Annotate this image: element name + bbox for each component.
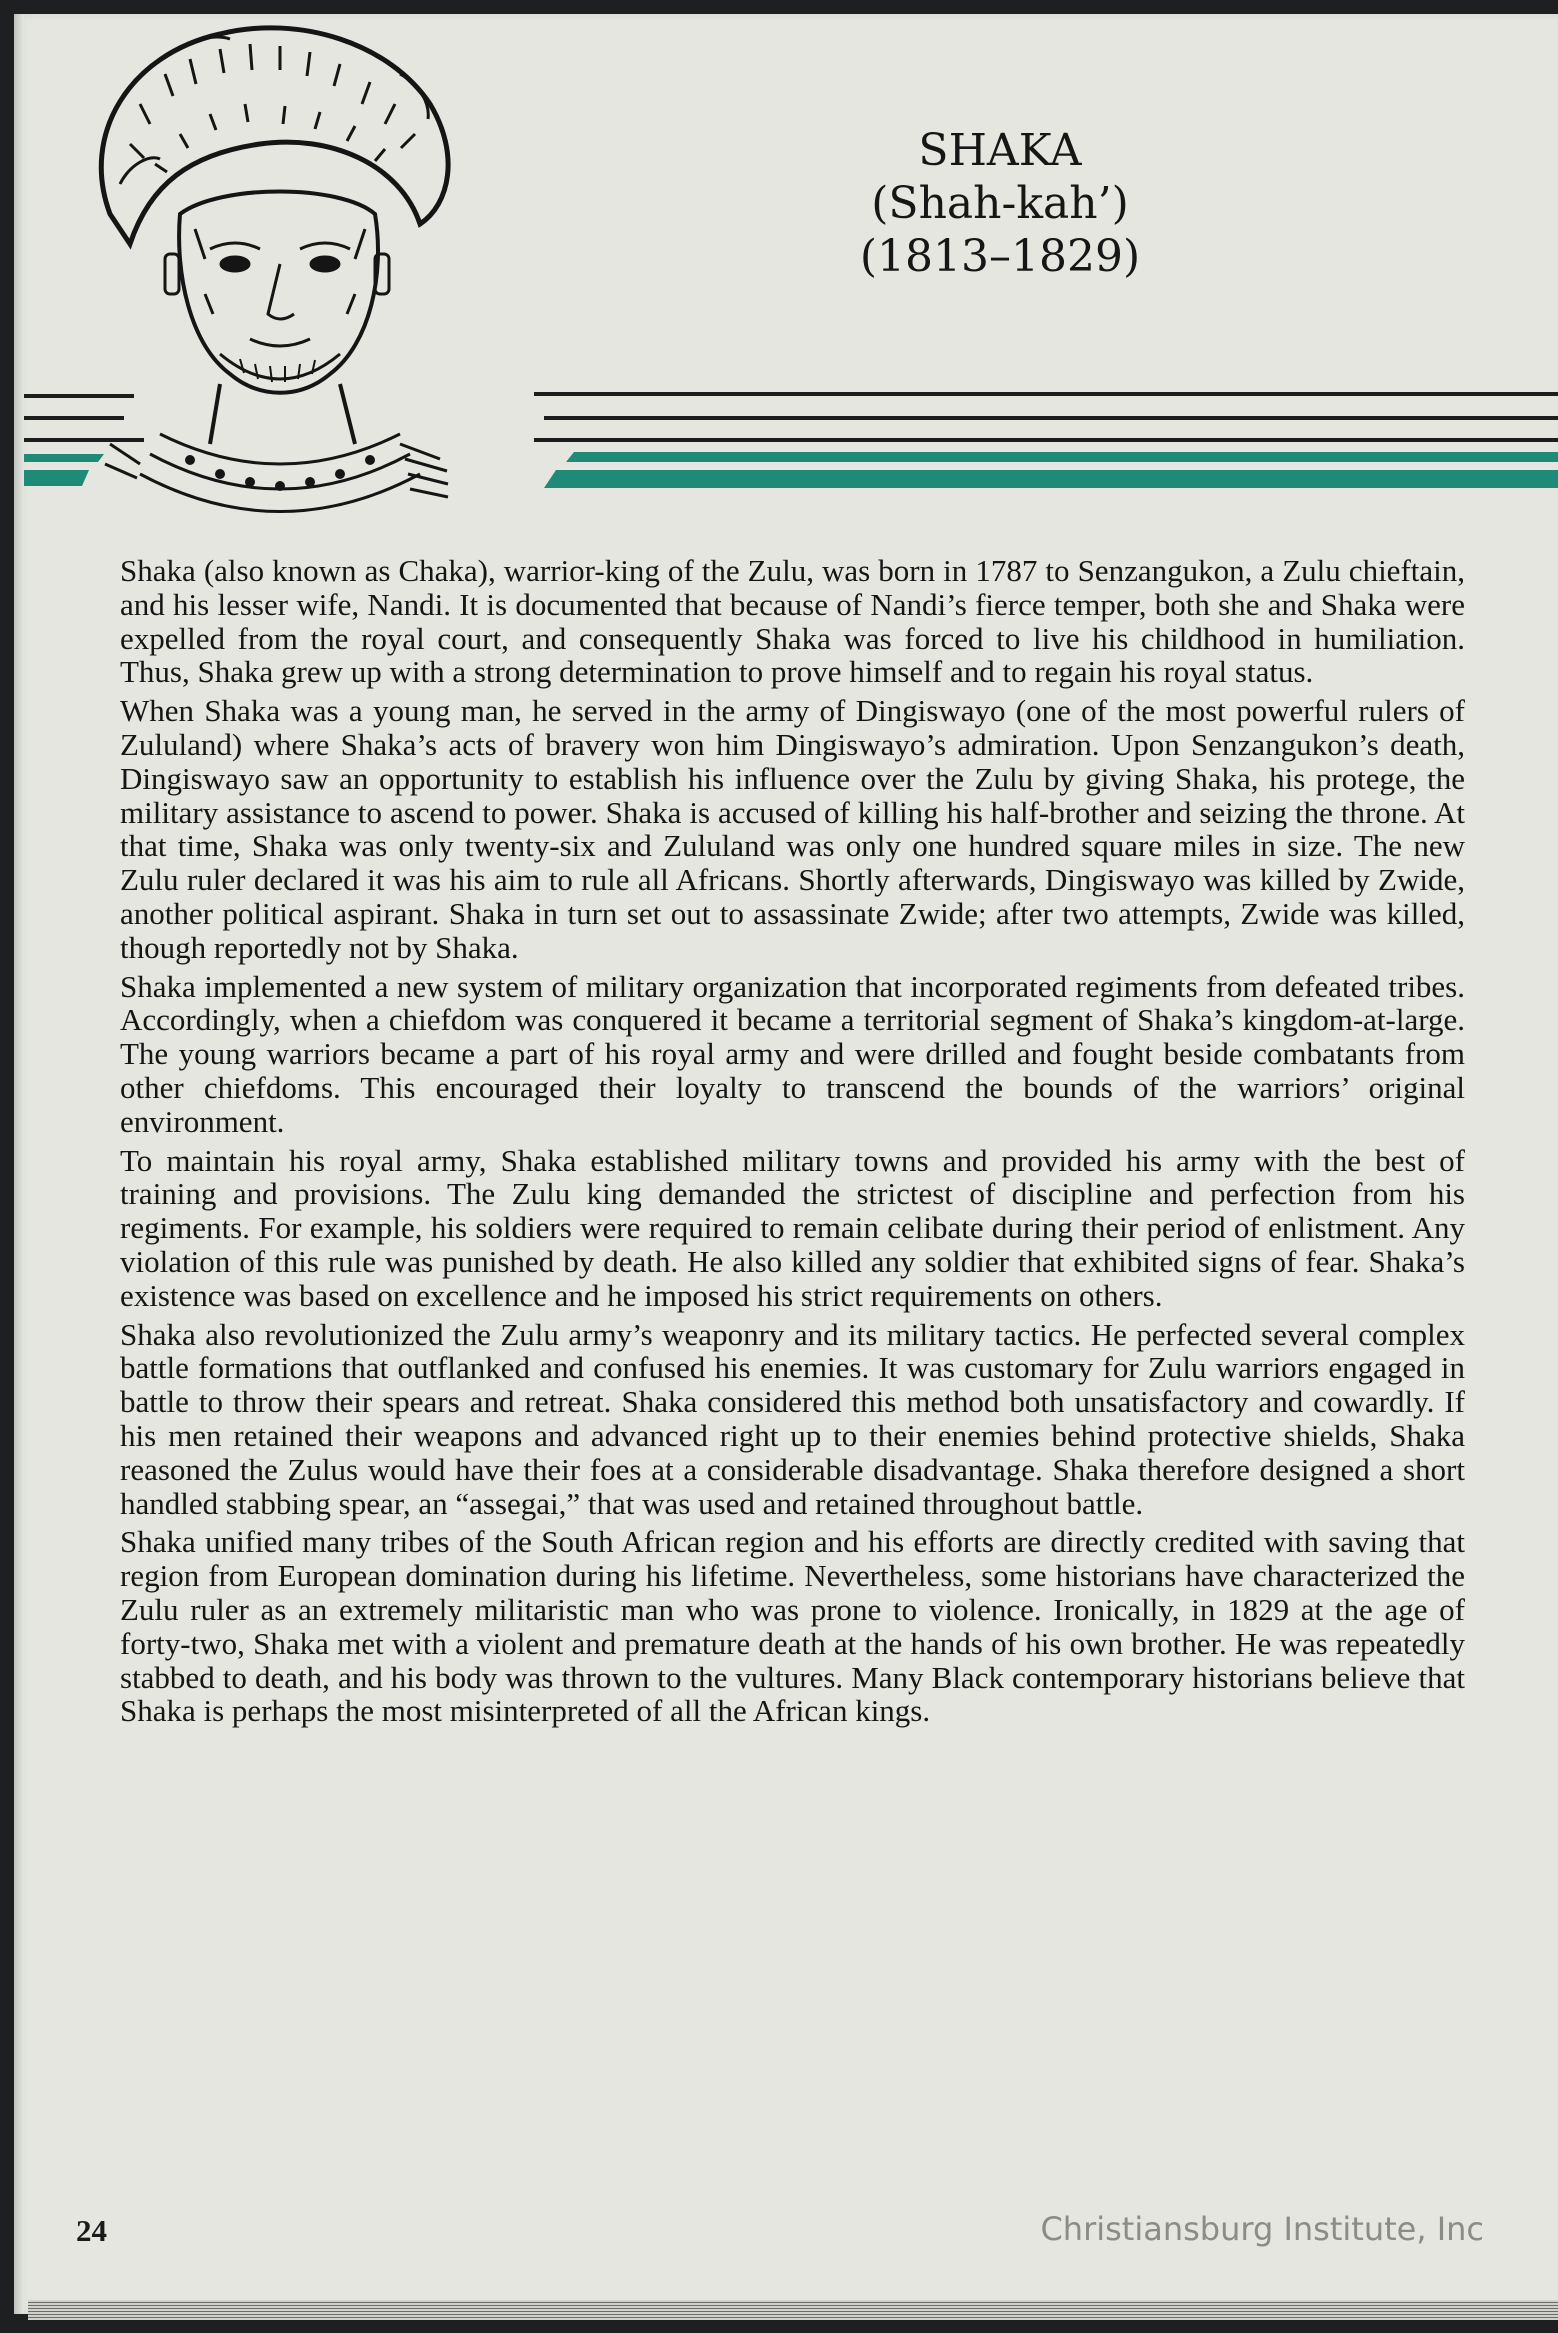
- paragraph: Shaka (also known as Chaka), warrior-king of the Zulu, was born in 1787 to Senzangukon, a Zulu chieftain, and his lesser wife, Nandi. It is documented that because of Nandi’s fierce temper, both she and Shaka were expelled from the royal court, and consequently Shaka was forced to live his childhood in humiliation. Thus, Shaka grew up with a strong determination to prove himself and to regain his royal status.: [120, 553, 1465, 690]
- title-block: [780, 124, 1220, 283]
- watermark: Christiansburg Institute, Inc: [1040, 2210, 1484, 2248]
- page-stack-edge: [28, 2300, 1558, 2320]
- header-rules: [14, 370, 1558, 510]
- paragraph: When Shaka was a young man, he served in the army of Dingiswayo (one of the most powerful rulers of Zululand) where Shaka’s acts of bravery won him Dingiswayo’s admiration. Upon Senzangukon’s death, Dingiswayo saw an opportunity to establish his influence over the Zulu by giving Shaka, his protege, the military assistance to ascend to power. Shaka is accused of killing his half-brother and seizing the throne. At that time, Shaka was only twenty-six and Zululand was only one hundred square miles in size. The new Zulu ruler declared it was his aim to rule all Africans. Shortly afterwards, Dingiswayo was killed by Zwide, another political aspirant. Shaka in turn set out to assassinate Zwide; after two attempts, Zwide was killed, though reportedly not by Shaka.: [120, 693, 1465, 965]
- paragraph: To maintain his royal army, Shaka established military towns and provided his army with the best of training and provisions. The Zulu king demanded the strictest of discipline and perfection from his regiments. For example, his soldiers were required to remain celibate during their period of enlistment. Any violation of this rule was punished by death. He also killed any soldier that exhibited signs of fear. Shaka’s existence was based on excellence and he imposed his strict requirements on others.: [120, 1142, 1465, 1313]
- paragraph: Shaka unified many tribes of the South African region and his efforts are directly credited with saving that region from European domination during his lifetime. Nevertheless, some historians have characterized the Zulu ruler as an extremely militaristic man who was prone to violence. Ironically, in 1829 at the age of forty-two, Shaka met with a violent and premature death at the hands of his own brother. He was repeatedly stabbed to death, and his body was thrown to the vultures. Many Black contemporary historians believe that Shaka is perhaps the most misinterpreted of all the African kings.: [120, 1524, 1465, 1729]
- article-body: [120, 554, 1465, 1733]
- page-number: 24: [76, 2213, 107, 2248]
- page-title: SHAKA: [918, 125, 1082, 176]
- reign-years: (1813–1829): [859, 231, 1141, 282]
- paragraph: Shaka implemented a new system of military organization that incorporated regiments from defeated tribes. Accordingly, when a chiefdom was conquered it became a territorial segment of Shaka’s kingdom-at-large. The young warriors became a part of his royal army and were drilled and fought beside combatants from other chiefdoms. This encouraged their loyalty to transcend the bounds of the warriors’ original environment.: [120, 968, 1465, 1139]
- page-gutter-shadow: [14, 14, 24, 2314]
- paragraph: Shaka also revolutionized the Zulu army’s weaponry and its military tactics. He perfected several complex battle formations that outflanked and confused his enemies. It was customary for Zulu warriors engaged in battle to throw their spears and retreat. Shaka considered this method both unsatisfactory and cowardly. If his men retained their weapons and advanced right up to their enemies behind protective shields, Shaka reasoned the Zulus would have their foes at a considerable disadvantage. Shaka therefore designed a short handled stabbing spear, an “assegai,” that was used and retained throughout battle.: [120, 1316, 1465, 1521]
- pronunciation: (Shah-kah’): [871, 178, 1129, 229]
